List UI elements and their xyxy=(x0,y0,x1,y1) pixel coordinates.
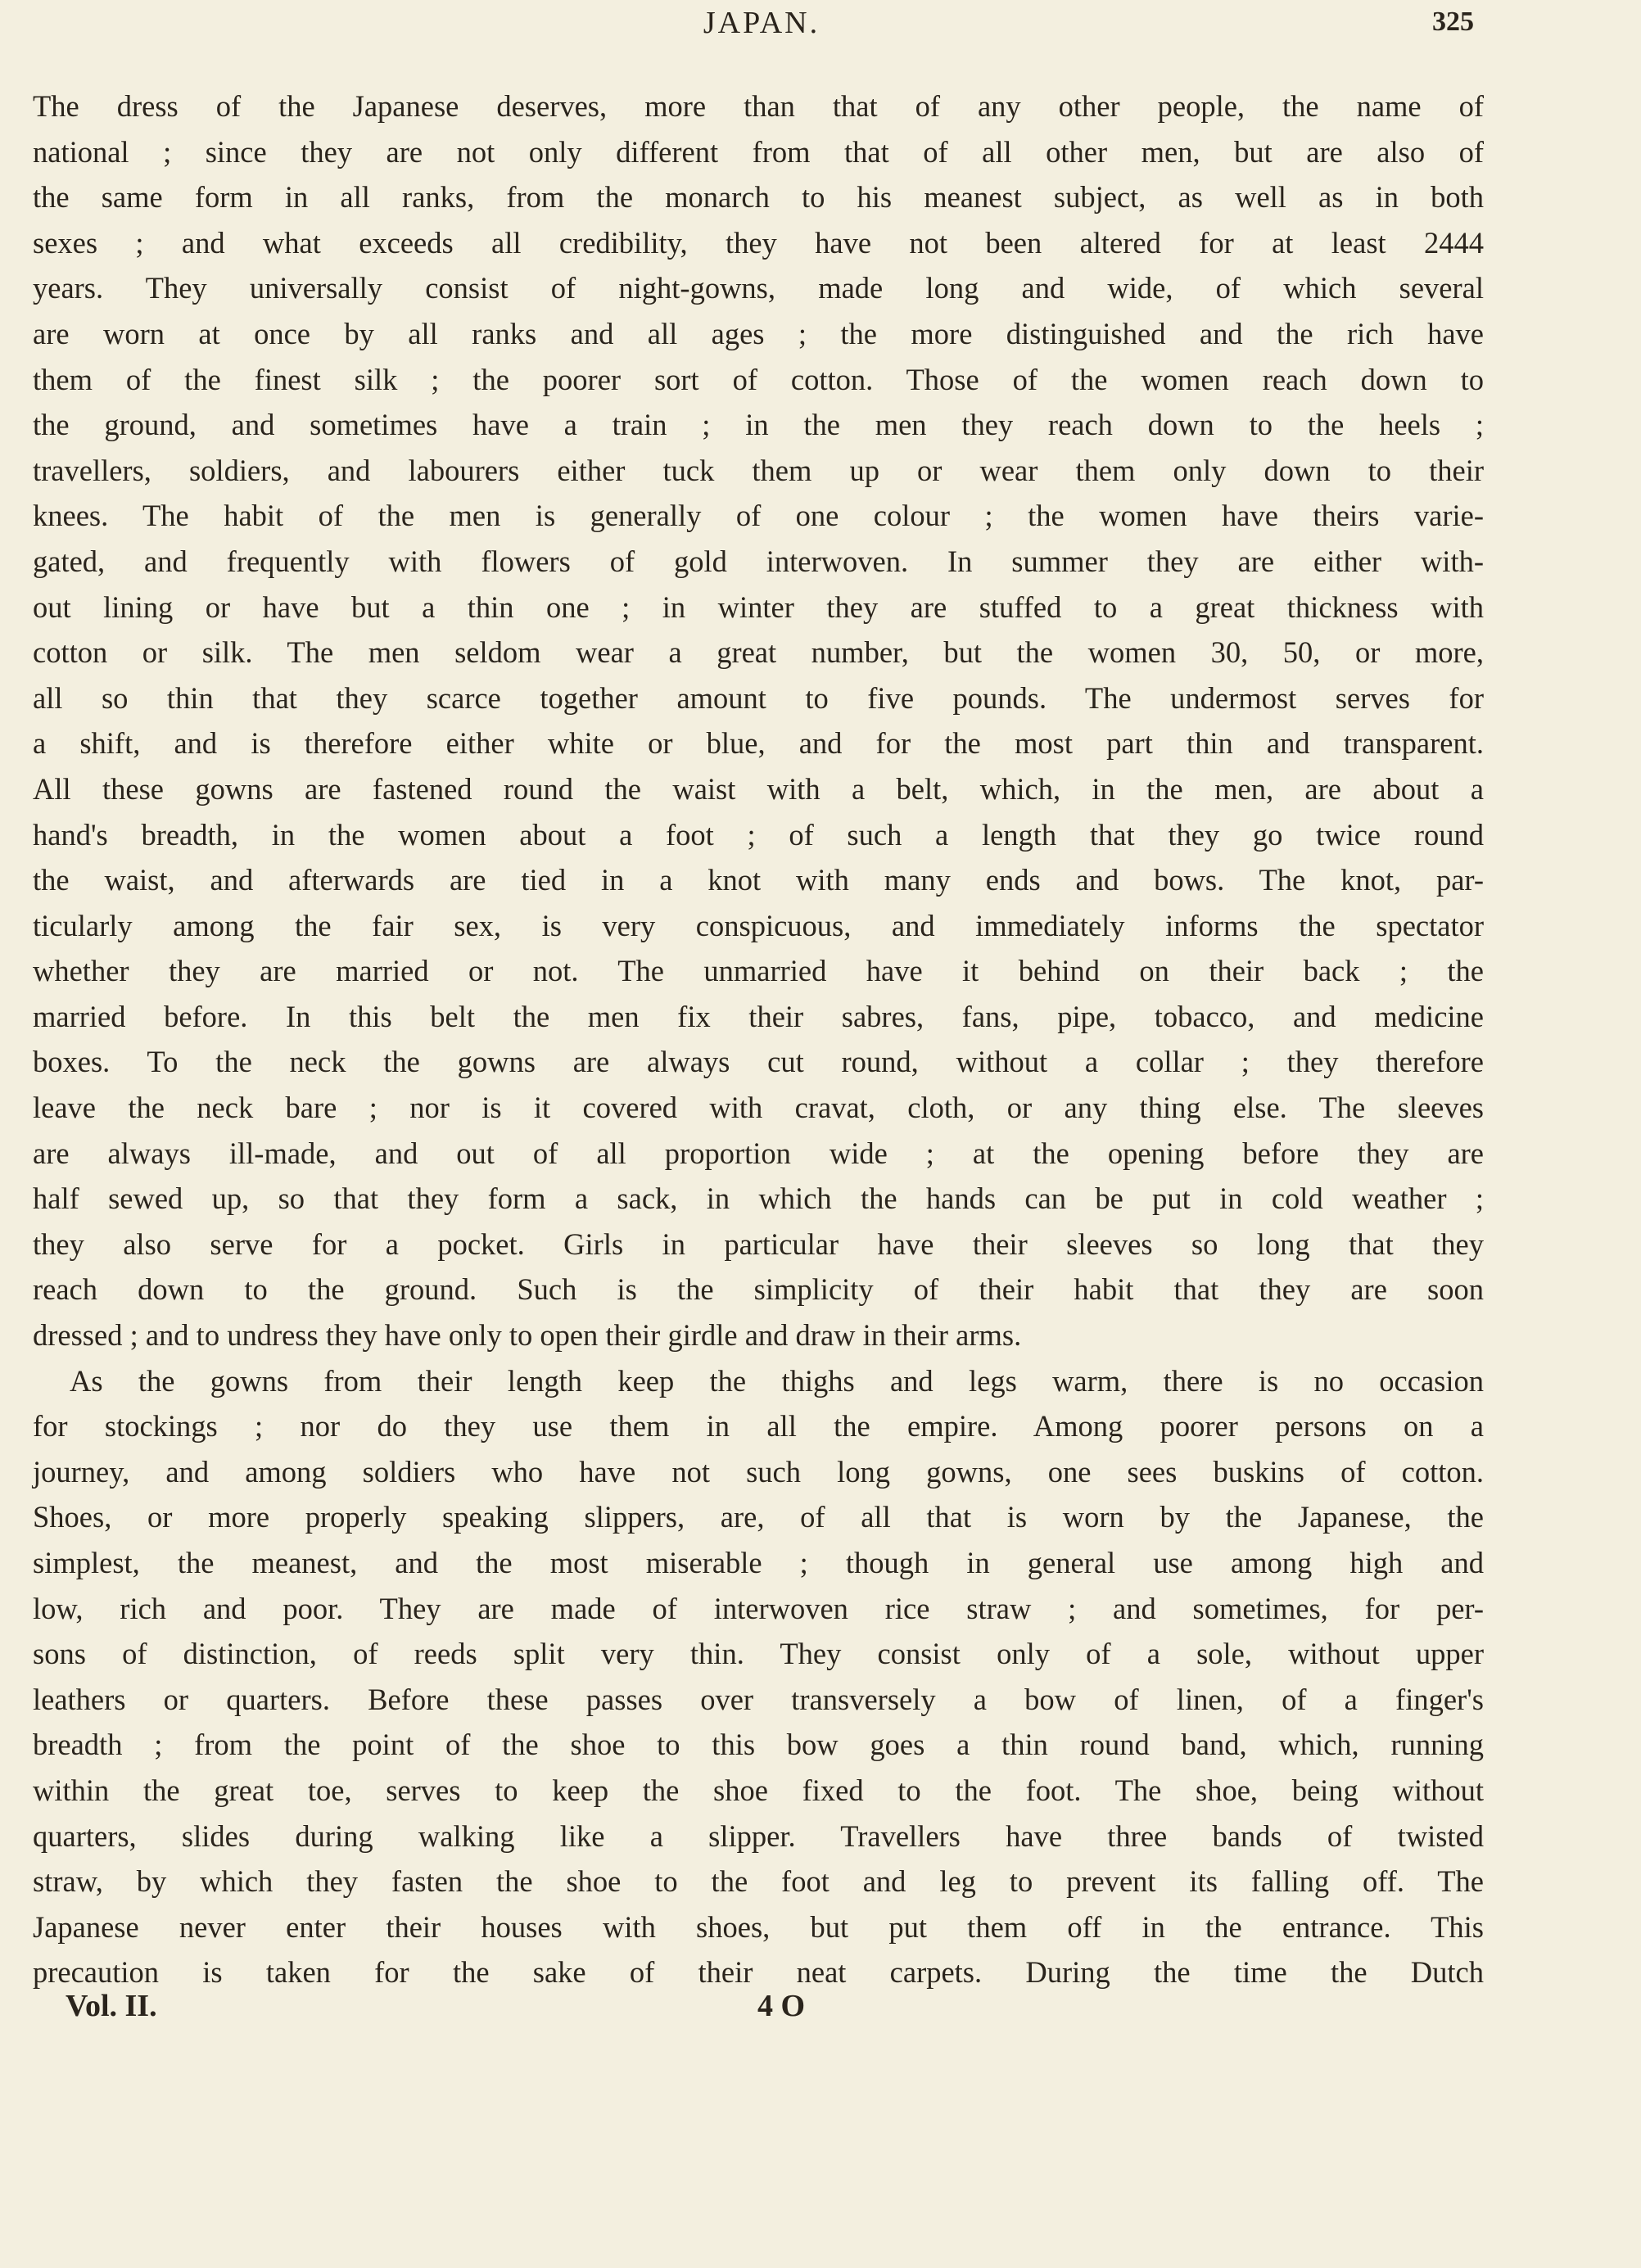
text-line: hand's breadth, in the women about a foot ; of such a length that they go twice round xyxy=(33,817,1484,852)
text-line: married before. In this belt the men fix their sabres, fans, pipe, tobacco, and medicine xyxy=(33,999,1484,1033)
text-line: boxes. To the neck the gowns are always cut round, without a collar ; they therefore xyxy=(33,1045,1484,1079)
page-footer xyxy=(66,1988,1490,2029)
text-line: for stockings ; nor do they use them in all the empire. Among poorer persons on a xyxy=(33,1409,1484,1443)
page-number: 325 xyxy=(1432,7,1474,37)
text-line-paragraph-end: dressed ; and to undress they have only to open their girdle and draw in their arms. xyxy=(33,1318,1022,1353)
text-line: the ground, and sometimes have a train ; in the men they reach down to the heels ; xyxy=(33,408,1484,442)
text-line: gated, and frequently with flowers of gold interwoven. In summer they are either with- xyxy=(33,544,1484,578)
text-line: Japanese never enter their houses with shoes, but put them off in the entrance. This xyxy=(33,1909,1484,1944)
text-line: quarters, slides during walking like a slipper. Travellers have three bands of twisted xyxy=(33,1818,1484,1853)
text-line: sexes ; and what exceeds all credibility, they have not been altered for at least 2444 xyxy=(33,225,1484,260)
text-line: simplest, the meanest, and the most miserable ; though in general use among high and xyxy=(33,1546,1484,1579)
text-line: breadth ; from the point of the shoe to this bow goes a thin round band, which, running xyxy=(33,1728,1484,1762)
text-line: they also serve for a pocket. Girls in particular have their sleeves so long that they xyxy=(33,1227,1484,1261)
text-line: the waist, and afterwards are tied in a knot with many ends and bows. The knot, par- xyxy=(33,863,1484,897)
running-title: JAPAN. xyxy=(703,6,820,40)
text-line: journey, and among soldiers who have not such long gowns, one sees buskins of cotton. xyxy=(33,1454,1484,1489)
text-line: whether they are married or not. The unmarried have it behind on their back ; the xyxy=(33,954,1484,988)
text-line: the same form in all ranks, from the monarch to his meanest subject, as well as in both xyxy=(33,180,1484,215)
text-line: straw, by which they fasten the shoe to the foot and leg to prevent its falling off. The xyxy=(33,1864,1484,1899)
text-line: Shoes, or more properly speaking slippers, are, of all that is worn by the Japanese, the xyxy=(33,1500,1484,1534)
text-line: cotton or silk. The men seldom wear a great number, but the women 30, 50, or more, xyxy=(33,635,1484,670)
text-line: years. They universally consist of night-gowns, made long and wide, of which several xyxy=(33,271,1484,305)
body-text xyxy=(33,84,1484,1995)
text-line: travellers, soldiers, and labourers either tuck them up or wear them only down to their xyxy=(33,453,1484,487)
text-line: ticularly among the fair sex, is very conspicuous, and immediately informs the spectator xyxy=(33,908,1484,942)
text-line: precaution is taken for the sake of their neat carpets. During the time the Dutch xyxy=(33,1955,1484,1990)
text-line: half sewed up, so that they form a sack, in which the hands can be put in cold weather ; xyxy=(33,1181,1484,1216)
text-line: all so thin that they scarce together amount to five pounds. The undermost serves for xyxy=(33,680,1484,715)
text-line: All these gowns are fastened round the waist with a belt, which, in the men, are about a xyxy=(33,771,1484,806)
text-line: them of the finest silk ; the poorer sort of cotton. Those of the women reach down to xyxy=(33,362,1484,396)
text-line-paragraph-start: As the gowns from their length keep the thighs and legs warm, there is no occasion xyxy=(70,1363,1484,1398)
text-line: leathers or quarters. Before these passes over transversely a bow of linen, of a finger's xyxy=(33,1682,1484,1716)
text-line: sons of distinction, of reeds split very thin. They consist only of a sole, without upper xyxy=(33,1637,1484,1671)
text-line: a shift, and is therefore either white or blue, and for the most part thin and transparent. xyxy=(33,726,1484,761)
text-line: knees. The habit of the men is generally of one colour ; the women have theirs varie- xyxy=(33,499,1484,533)
text-line: leave the neck bare ; nor is it covered with cravat, cloth, or any thing else. The sleeves xyxy=(33,1091,1484,1125)
signature-mark: 4 O xyxy=(757,1989,806,2023)
volume-mark: Vol. II. xyxy=(66,1989,157,2023)
text-line: are always ill-made, and out of all proportion wide ; at the opening before they are xyxy=(33,1136,1484,1170)
text-line: The dress of the Japanese deserves, more than that of any other people, the name of xyxy=(33,89,1484,123)
text-line: reach down to the ground. Such is the simplicity of their habit that they are soon xyxy=(33,1272,1484,1307)
text-line: are worn at once by all ranks and all ages ; the more distinguished and the rich have xyxy=(33,316,1484,350)
page-header xyxy=(33,5,1490,41)
text-line: within the great toe, serves to keep the shoe fixed to the foot. The shoe, being without xyxy=(33,1773,1484,1807)
text-line: national ; since they are not only different from that of all other men, but are also of xyxy=(33,134,1484,169)
text-line: out lining or have but a thin one ; in winter they are stuffed to a great thickness with xyxy=(33,590,1484,624)
text-line: low, rich and poor. They are made of interwoven rice straw ; and sometimes, for per- xyxy=(33,1591,1484,1625)
